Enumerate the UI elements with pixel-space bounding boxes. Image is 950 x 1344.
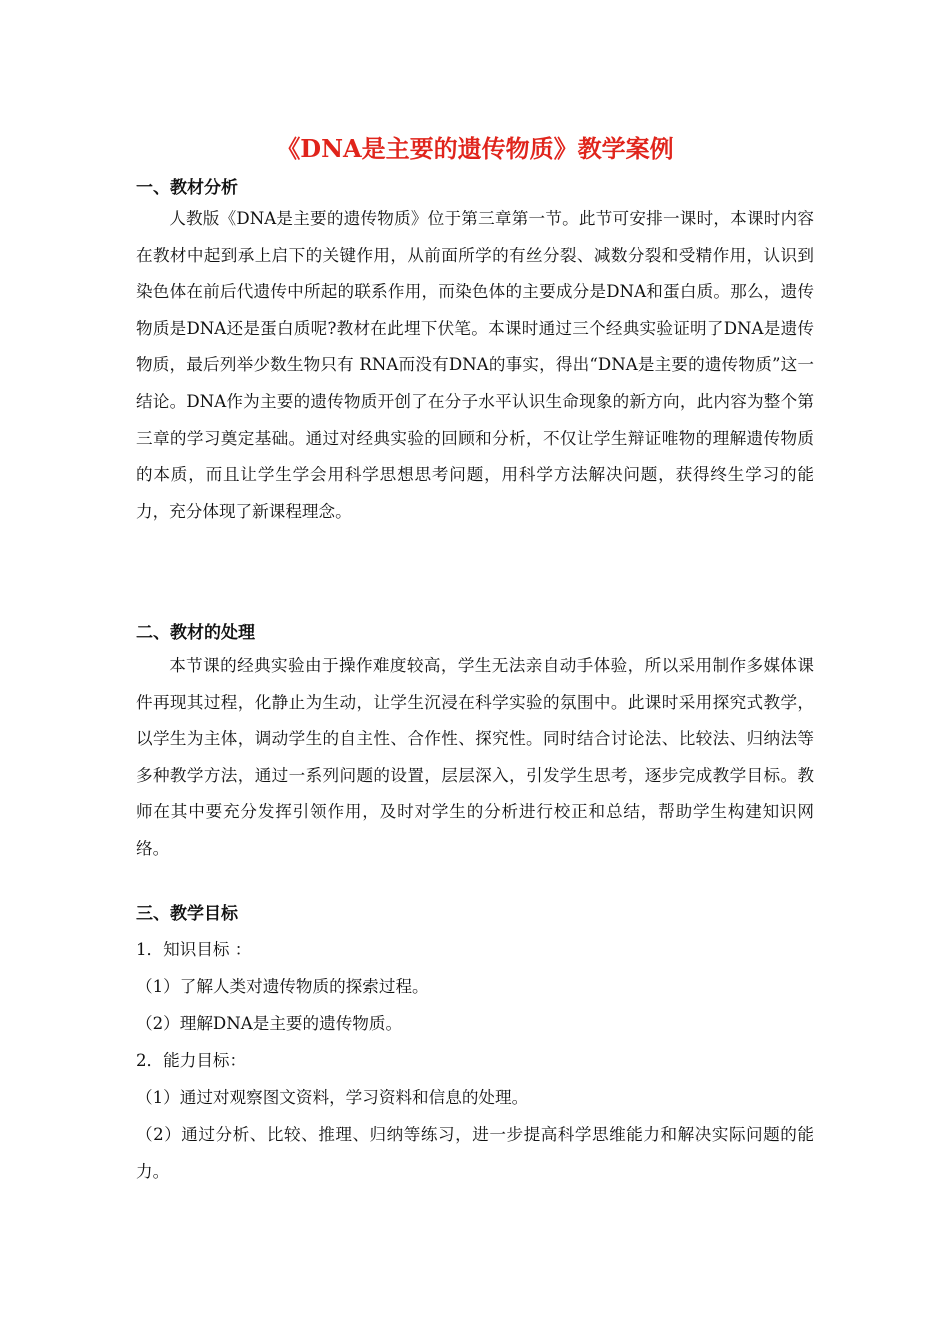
goal-label-ability: 2．能力目标： [136,1051,247,1070]
document-title: 《DNA是主要的遗传物质》教学案例 [276,134,674,163]
goal-item: （2）通过分析、比较、推理、归纳等练习，进一步提高科学思维能力和解决实际问题的能力。 [136,1125,814,1181]
goal-item: （1）通过对观察图文资料，学习资料和信息的处理。 [136,1088,529,1107]
goal-item: （1）了解人类对遗传物质的探索过程。 [136,977,429,996]
goal-label-knowledge: 1．知识目标 ： [136,940,252,959]
section-paragraph-textbook-analysis: 人教版《DNA是主要的遗传物质》位于第三章第一节。此节可安排一课时，本课时内容在教材中起到承上启下的关键作用，从前面所学的有丝分裂、减数分裂和受精作用，认识到染色体在前后代遗传中所起的联系作用，而染色体的主要成分是DNA和蛋白质。那么，遗传物质是DNA还是蛋白质呢?教材在此埋下伏笔。本课时通过三个经典实验证明了DNA是遗传物质，最后列举少数生物只有 RNA而没有DNA的事实，得出“DNA是主要的遗传物质”这一结论。DNA作为主要的遗传物质开创了在分子水平认识生命现象的新方向，此内容为整个第三章的学习奠定基础。通过对经典实验的回顾和分析，不仅让学生辩证唯物的理解遗传物质的本质，而且让学生学会用科学思想思考问题，用科学方法解决问题，获得终生学习的能力，充分体现了新课程理念。 [136,209,814,521]
goal-item: （2）理解DNA是主要的遗传物质。 [136,1014,403,1033]
section-heading-textbook-processing: 二、教材的处理 [136,623,255,643]
section-paragraph-textbook-processing: 本节课的经典实验由于操作难度较高，学生无法亲自动手体验，所以采用制作多媒体课件再现其过程，化静止为生动，让学生沉浸在科学实验的氛围中。此课时采用探究式教学，以学生为主体，调动学生的自主性、合作性、探究性。同时结合讨论法、比较法、归纳法等多种教学方法，通过一系列问题的设置，层层深入，引发学生思考，逐步完成教学目标。教师在其中要充分发挥引领作用，及时对学生的分析进行校正和总结，帮助学生构建知识网络。 [136,656,814,858]
section-heading-teaching-goals: 三、教学目标 [136,904,238,924]
section-heading-textbook-analysis: 一、教材分析 [136,178,238,198]
